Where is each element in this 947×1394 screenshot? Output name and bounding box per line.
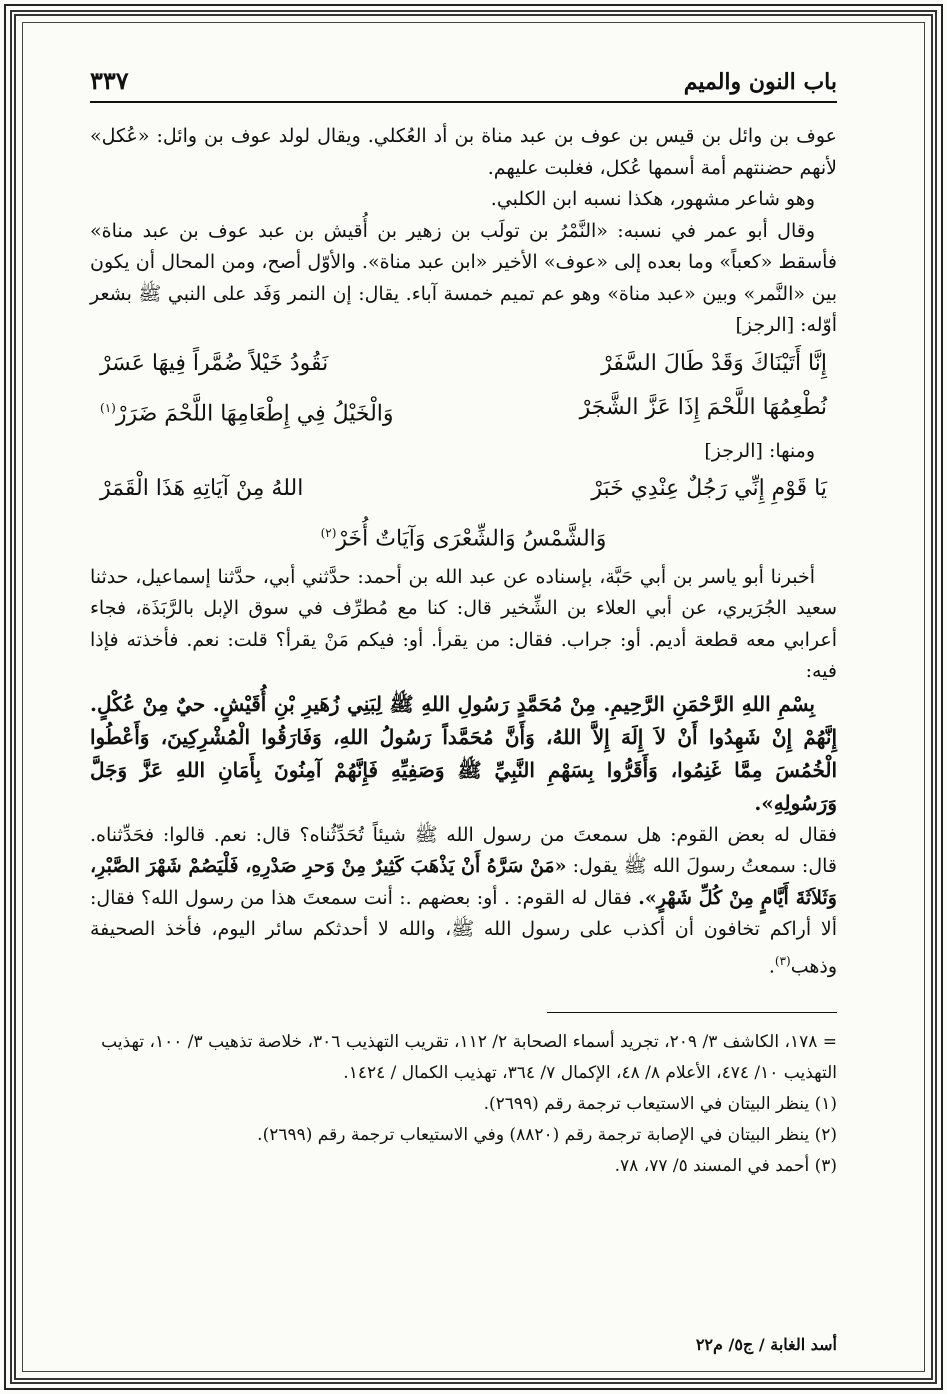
hadith-text: «مَنْ سَرَّهُ أَنْ يَذْهَبَ كَثِيرٌ مِنْ وَحرِ صَدْرِهِ، فَلْيَصُمْ شَهْرَ الصَّبْرِ، وَثَلاَثَةَ أَيَّامٍ مِنْ كُلِّ شَهْرٍ».	[90, 855, 837, 909]
poem-verse	[90, 511, 837, 561]
footnote: = ١٧٨، الكاشف ٣/ ٢٠٩، تجريد أسماء الصحابة ٢/ ١١٢، تقريب التهذيب ٣٠٦، خلاصة تذهيب ٣/ ١٠٠، تهذيب التهذيب ١٠/ ٤٧٤، الأعلام ٨/ ٤٨، الإكمال ٧/ ٣٦٤، تهذيب الكمال / ١٤٢٤.	[101, 1032, 837, 1084]
running-header	[90, 55, 837, 103]
footnote: (٢) ينظر البيتان في الإصابة ترجمة رقم (٨٨٢٠) وفي الاستيعاب ترجمة رقم (٢٦٩٩).	[257, 1125, 837, 1146]
paragraph: ومنها: [الرجز]	[704, 439, 815, 462]
page-number: ٣٣٧	[90, 66, 129, 95]
footnote: (١) ينظر البيتان في الاستيعاب ترجمة رقم (٢٦٩٩).	[483, 1094, 837, 1115]
chapter-title: باب النون والميم	[683, 69, 837, 95]
paragraph: وهو شاعر مشهور، هكذا نسبه ابن الكلبي.	[490, 188, 815, 210]
footnote-marker: (١)	[100, 400, 116, 415]
verse-first-half: نُطْعِمُهَا اللَّحْمَ إِذَا عَزَّ الشَّجَرْ	[579, 394, 827, 420]
main-text	[90, 121, 837, 982]
footnotes	[90, 1027, 837, 1182]
verse-first-half: يَا قَوْمِ إِنِّي رَجُلٌ عِنْدِي خَبَرْ	[591, 476, 827, 502]
prophet-letter: بِسْمِ اللهِ الرَّحْمَنِ الرَّحِيمِ. مِنْ مُحَمَّدٍ رَسُولِ اللهِ ﷺ لِبَنِي زُهَيرِ بْنِ أُقَيْشٍ. حيٌ مِنْ عُكْلٍ. إِنَّهُمْ إِنْ شَهِدُوا أَنْ لاَ إِلَهَ إِلاَّ اللهُ، وَأَنَّ مُحَمَّداً رَسُولُ اللهِ، وَفَارَقُوا الْمُشْرِكِينَ، وَأَعْطُوا الْخُمُسَ مِمَّا غَنِمُوا، وَأَقَرُّوا بِسَهْمِ النَّبِيِّ ﷺ وَصَفِيِّهِ فَإِنَّهُمْ آمِنُونَ بِأَمَانِ اللهِ عَزَّ وَجَلَّ وَرَسُولِهِ».	[90, 691, 838, 815]
footnote: (٣) أحمد في المسند ٥/ ٧٧، ٧٨.	[614, 1156, 837, 1177]
footnote-separator	[547, 1012, 837, 1013]
verse-second-half: اللهُ مِنْ آيَاتِهِ هَذَا الْقَمَرْ	[100, 476, 304, 502]
paragraph: عوف بن وائل بن قيس بن عوف بن عبد مناة بن أد العُكلي. ويقال لولد عوف بن وائل: «عُكل» لأنهم حضنتهم أمة أسمها عُكل، فغلبت عليهم.	[90, 125, 837, 179]
narration-text: فقال له القوم: . أو: بعضهم .: أنت سمعتَ هذا من رسول الله؟ فقال: ألا أراكم تخافون أن أكذب على رسول الله ﷺ، والله لا أحدثكم سائر اليوم، فأخذ الصحيفة وذهب	[90, 886, 837, 977]
verse-second-half	[100, 386, 394, 436]
verse-first-half: إِنَّا أَتَيْنَاكَ وَقَدْ طَالَ السَّفَرْ	[601, 350, 827, 376]
verse-line	[321, 511, 607, 561]
verse-text: وَالشَّمْسُ وَالشِّعْرَى وَآيَاتٌ أُخَرْ	[336, 526, 607, 552]
verse-text: وَالْخَيْلُ فِي إِطْعَامِهَا اللَّحْمَ ضَرَرْ	[115, 400, 394, 426]
printer-signature: أسد الغابة / ج٥/ م٢٢	[695, 1335, 837, 1354]
paragraph: وقال أبو عمر في نسبه: «النَّمْرُ بن تولَب بن زهير بن أُقيش بن عبد عوف بن عبد مناة» فأسقط «كعباً» وما بعده إلى «عوف» الأخير «ابن عبد مناة». والأوّل أصح، ومن المحال أن يكون بين «النَّمر» وبين «عبد مناة» وهو عم تميم خمسة آباء. يقال: إن النمر وَفَد على النبي ﷺ بشعر أوّله: [الرجز]	[90, 219, 837, 336]
poem-verse	[90, 467, 837, 511]
poem-verse	[90, 342, 837, 386]
verse-second-half: نَقُودُ خَيْلاً ضُمَّراً فِيهَا عَسَرْ	[100, 350, 329, 376]
paragraph: أخبرنا أبو ياسر بن أبي حَبَّة، بإسناده عن عبد الله بن أحمد: حدَّثني أبي، حدَّثنا إسماعيل، حدثنا سعيد الجُرَيري، عن أبي العلاء بن الشِّخير قال: كنا مع مُطرِّف في سوق الإبل بالرَّبَذَة، فجاء أعرابي معه قطعة أديم. أو: جراب. فقال: من يقرأ. أو: فيكم مَنْ يقرأ؟ قلت: نعم. فأخذته فإذا فيه:	[90, 565, 837, 683]
footnote-marker: (٢)	[320, 526, 337, 541]
poem-verse	[90, 386, 837, 436]
paragraph: فقال له بعض القوم: هل سمعتَ من رسول الله ﷺ شيئاً تُحَدِّثُناه؟ قال: نعم. قالوا: فحَدِّثناه. قال: سمعتُ رسولَ الله ﷺ يقول: «مَنْ سَرَّهُ أَنْ يَذْهَبَ كَثِيرٌ مِنْ وَحرِ صَدْرِهِ، فَلْيَصُمْ شَهْرَ الصَّبْرِ، وَثَلاَثَةَ أَيَّامٍ مِنْ كُلِّ شَهْرٍ». فقال له القوم: . أو: بعضهم .: أنت سمعتَ هذا من رسول الله؟ فقال: ألا أراكم تخافون أن أكذب على رسول الله ﷺ، والله لا أحدثكم سائر اليوم، فأخذ الصحيفة وذهب$^{(٣)}$.	[90, 823, 838, 977]
page-content	[90, 55, 837, 1354]
narration-text: فقال له بعض القوم: هل سمعتَ من رسول الله ﷺ شيئاً تُحَدِّثُناه؟ قال: نعم. قالوا: فحَدِّثناه. قال: سمعتُ رسولَ الله ﷺ يقول:	[90, 823, 838, 878]
footnote-marker: (٣)	[774, 953, 791, 968]
